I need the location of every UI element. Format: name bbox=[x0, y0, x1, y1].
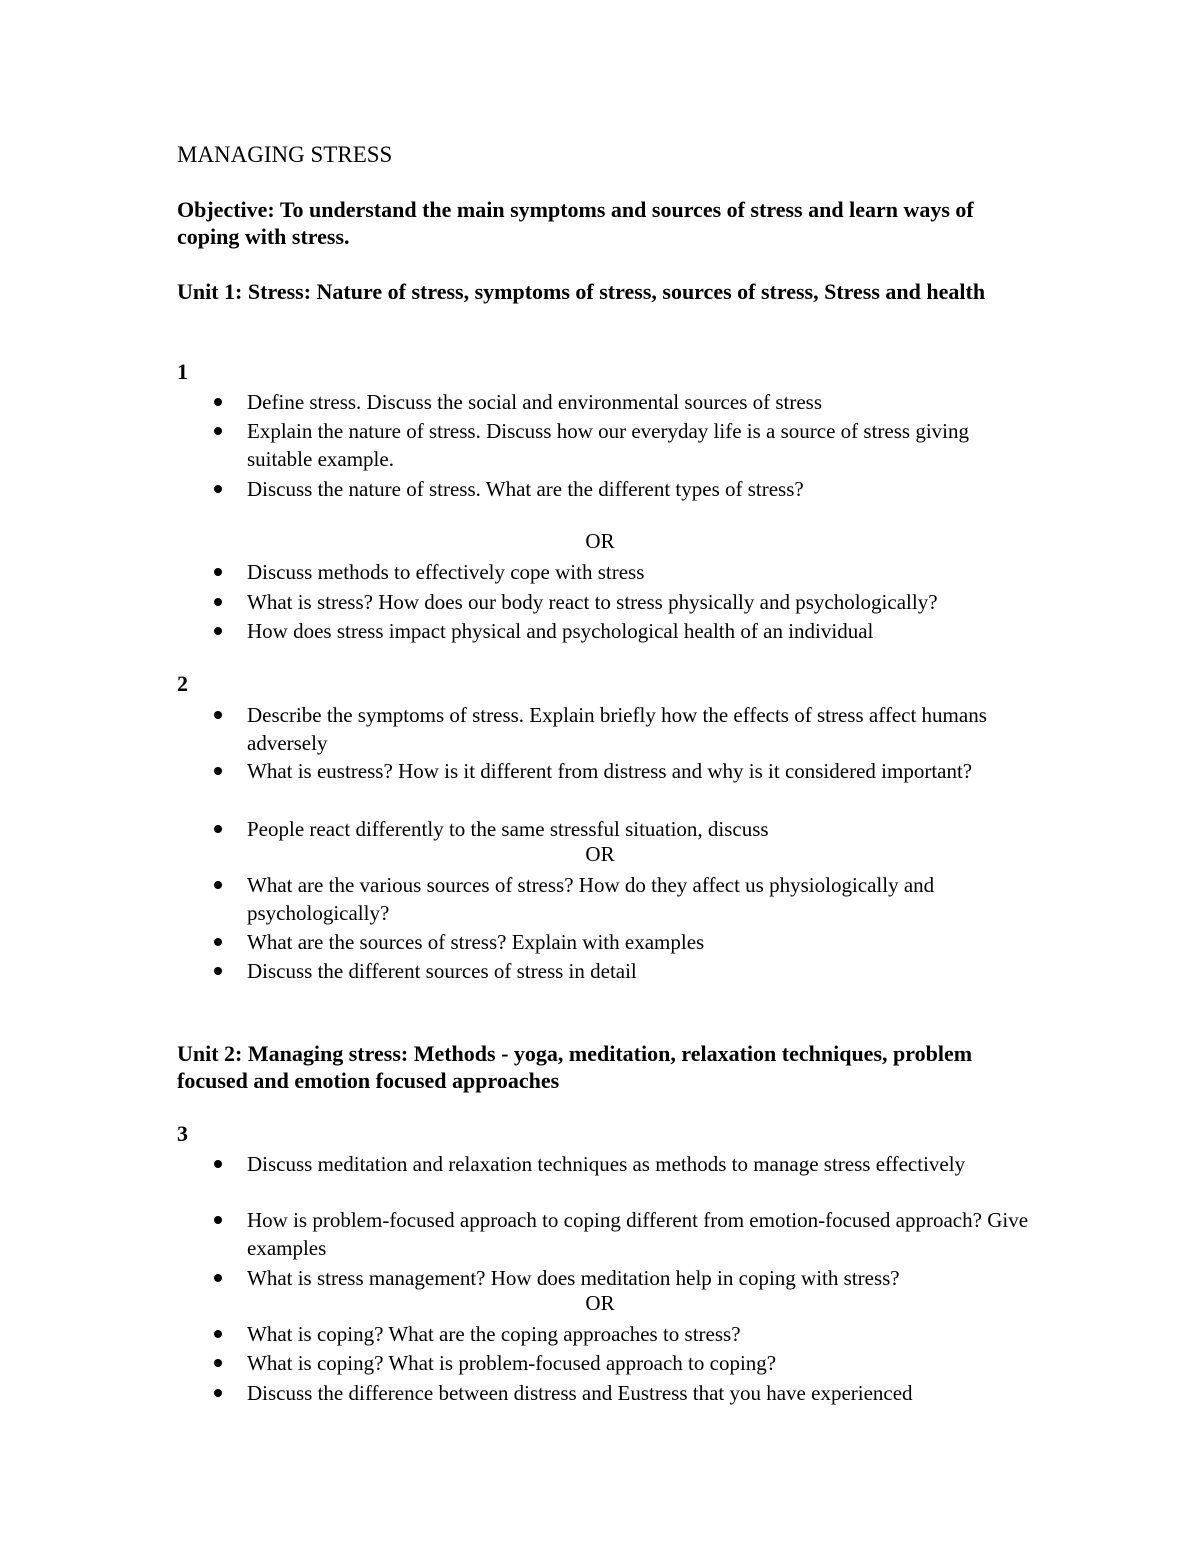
or-separator: OR bbox=[585, 529, 615, 553]
objective: Objective: To understand the main symptoms and sources of stress and learn ways of coping with stress. bbox=[177, 197, 974, 249]
bullet-icon bbox=[214, 1160, 222, 1168]
or-separator: OR bbox=[585, 842, 615, 866]
bullet-icon bbox=[214, 1330, 222, 1338]
question-number-3: 3 bbox=[177, 1121, 188, 1146]
list-item: What are the sources of stress? Explain with examples bbox=[247, 930, 705, 954]
bullet-icon bbox=[214, 627, 222, 635]
bullet-icon bbox=[214, 427, 222, 435]
list-item: Discuss meditation and relaxation techniques as methods to manage stress effectively bbox=[247, 1152, 966, 1176]
list-item: Explain the nature of stress. Discuss how our everyday life is a source of stress giving suitable example. bbox=[247, 419, 969, 471]
bullet-icon bbox=[214, 711, 222, 719]
question-number-2: 2 bbox=[177, 671, 188, 696]
bullet-icon bbox=[214, 568, 222, 576]
bullet-icon bbox=[214, 398, 222, 406]
unit2-heading: Unit 2: Managing stress: Methods - yoga, meditation, relaxation techniques, problem focused and emotion focused approaches bbox=[177, 1041, 973, 1093]
bullet-icon bbox=[214, 967, 222, 975]
list-item: What is coping? What are the coping approaches to stress? bbox=[247, 1322, 741, 1346]
list-item: People react differently to the same stressful situation, discuss bbox=[247, 817, 769, 841]
bullet-icon bbox=[214, 1389, 222, 1397]
bullet-icon bbox=[214, 881, 222, 889]
bullet-icon bbox=[214, 1359, 222, 1367]
list-item: Discuss the nature of stress. What are the different types of stress? bbox=[247, 477, 804, 501]
list-item: What is stress? How does our body react to stress physically and psychologically? bbox=[247, 590, 938, 614]
list-item: Discuss the difference between distress and Eustress that you have experienced bbox=[247, 1381, 913, 1405]
list-item: What is coping? What is problem-focused approach to coping? bbox=[247, 1351, 777, 1375]
unit1-heading: Unit 1: Stress: Nature of stress, symptoms of stress, sources of stress, Stress and health bbox=[177, 279, 986, 304]
list-item: Define stress. Discuss the social and environmental sources of stress bbox=[247, 390, 823, 414]
list-item: What are the various sources of stress? How do they affect us physiologically and psychologically? bbox=[247, 873, 935, 925]
or-separator: OR bbox=[585, 1291, 615, 1315]
bullet-icon bbox=[214, 485, 222, 493]
bullet-icon bbox=[214, 1274, 222, 1282]
list-item: Discuss the different sources of stress in detail bbox=[247, 959, 637, 983]
page-title: MANAGING STRESS bbox=[177, 142, 393, 167]
list-item: What is stress management? How does meditation help in coping with stress? bbox=[247, 1266, 900, 1290]
list-item: Describe the symptoms of stress. Explain briefly how the effects of stress affect humans adversely bbox=[247, 703, 987, 755]
bullet-icon bbox=[214, 598, 222, 606]
list-item: How does stress impact physical and psychological health of an individual bbox=[247, 619, 874, 643]
bullet-icon bbox=[214, 938, 222, 946]
bullet-icon bbox=[214, 825, 222, 833]
question-number-1: 1 bbox=[177, 359, 188, 384]
list-item: How is problem-focused approach to coping different from emotion-focused approach? Give examples bbox=[247, 1208, 1029, 1260]
bullet-icon bbox=[214, 1216, 222, 1224]
list-item: Discuss methods to effectively cope with stress bbox=[247, 560, 645, 584]
list-item: What is eustress? How is it different from distress and why is it considered important? bbox=[247, 759, 973, 783]
bullet-icon bbox=[214, 767, 222, 775]
